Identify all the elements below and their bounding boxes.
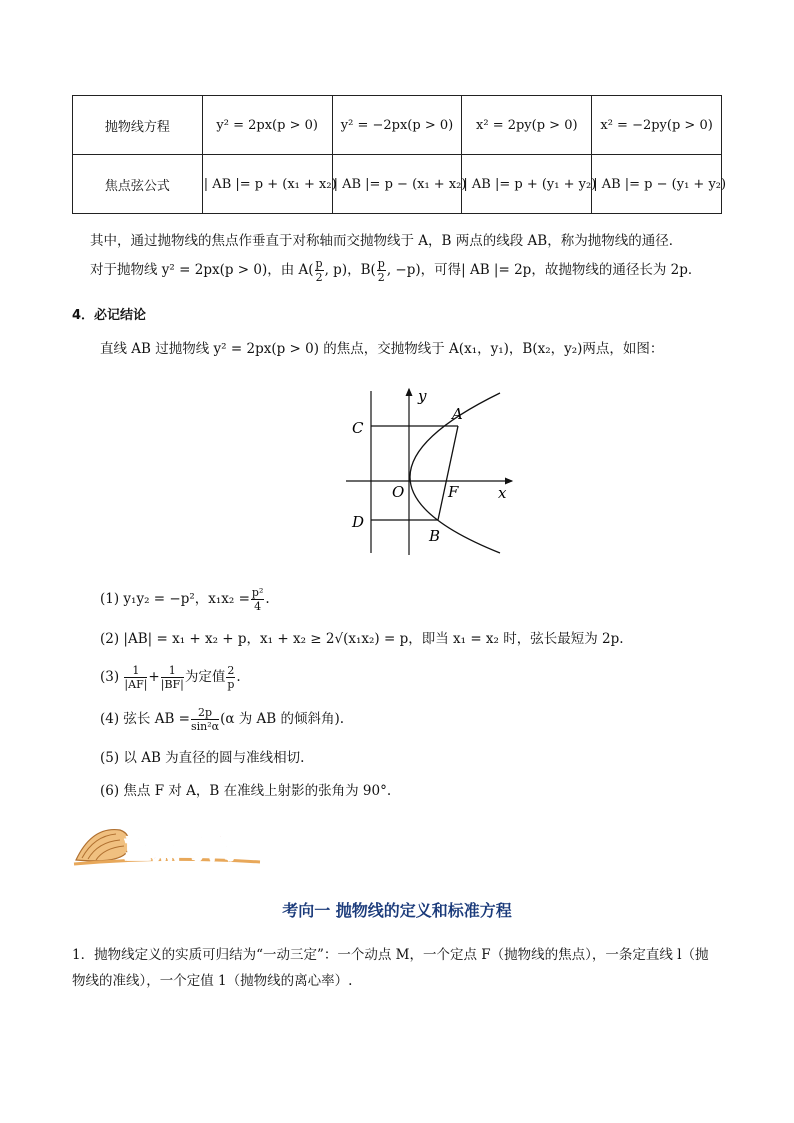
conclusion-4 — [100, 707, 344, 732]
label-A: A — [452, 405, 463, 423]
fraction-num: 1 — [124, 665, 147, 678]
text-segment: (α 为 AB 的倾斜角). — [220, 711, 345, 727]
fraction-2p-over-sin2a — [191, 707, 219, 732]
conclusion-2: (2) |AB| = x₁ + x₂ + p，x₁ + x₂ ≥ 2√(x₁x₂) = p，即当 x₁ = x₂ 时，弦长最短为 2p. — [100, 631, 624, 647]
fraction-den: p — [227, 678, 235, 691]
label-B: B — [429, 527, 441, 545]
label-y: y — [418, 387, 427, 405]
table-cell: | AB |= p + (x₁ + x₂) — [202, 155, 332, 214]
text-segment: 为定值 — [184, 669, 226, 685]
fraction-p2-over-4 — [251, 587, 264, 612]
badge-label: 重点考向 — [124, 834, 237, 864]
text-segment: . — [265, 591, 270, 607]
text-segment: (1) y₁y₂ = −p²，x₁x₂ = — [100, 591, 250, 607]
text-segment: (3) — [100, 669, 120, 685]
label-D: D — [352, 513, 365, 531]
label-x: x — [498, 484, 507, 502]
table-cell: | AB |= p − (y₁ + y₂) — [592, 155, 722, 214]
fraction-p-over-2 — [377, 258, 386, 283]
text-segment: (4) 弦长 AB = — [100, 711, 190, 727]
paragraph-line: 物线的准线），一个定值 1（抛物线的离心率）. — [72, 973, 353, 989]
fraction-den: |BF| — [160, 678, 184, 691]
table-cell: y² = 2px(p > 0) — [202, 96, 332, 155]
table-cell: | AB |= p + (y₁ + y₂) — [462, 155, 592, 214]
fraction-p-over-2 — [315, 258, 324, 283]
table-cell: y² = −2px(p > 0) — [332, 96, 462, 155]
table-row — [73, 155, 722, 214]
table-header-focal-chord: 焦点弦公式 — [73, 155, 203, 214]
text-segment: , p)，B( — [324, 262, 376, 278]
text-segment: 对于抛物线 y² = 2px(p > 0)，由 A( — [90, 262, 314, 278]
text-segment: + — [148, 669, 160, 685]
definition-paragraph — [72, 942, 727, 994]
paragraph-line: 1．抛物线定义的实质可归结为“一动三定”：一个动点 M，一个定点 F（抛物线的焦点），一条定直线 l（抛 — [72, 947, 709, 963]
fraction-den: |AF| — [124, 678, 148, 691]
fraction-den: 2 — [315, 271, 323, 284]
conclusion-1 — [100, 587, 270, 612]
label-F: F — [448, 483, 459, 501]
text-segment: . — [236, 669, 241, 685]
fraction-1-over-AF — [124, 665, 147, 690]
latus-rectum-definition: 其中，通过抛物线的焦点作垂直于对称轴而交抛物线于 A，B 两点的线段 AB，称为抛物线的通径． — [90, 233, 683, 249]
fraction-1-over-BF — [161, 665, 184, 690]
parabola-figure — [340, 383, 520, 558]
key-focus-badge — [72, 820, 262, 868]
fraction-den: sin²α — [190, 720, 220, 733]
fraction-num: p² — [251, 586, 264, 599]
text-segment: , −p)，可得| AB |= 2p，故抛物线的通径长为 2p． — [386, 262, 702, 278]
label-O: O — [392, 483, 405, 501]
fraction-num: 2p — [191, 707, 219, 720]
fraction-num: 1 — [161, 665, 184, 678]
table-cell: | AB |= p − (x₁ + x₂) — [332, 155, 462, 214]
fraction-num: p — [315, 257, 323, 270]
fraction-num: 2 — [227, 664, 235, 677]
latus-rectum-calculation — [90, 258, 701, 283]
section-title: 考向一 抛物线的定义和标准方程 — [282, 901, 512, 920]
conclusion-6: (6) 焦点 F 对 A，B 在准线上射影的张角为 90°. — [100, 783, 392, 799]
label-C: C — [352, 419, 364, 437]
table-row — [73, 96, 722, 155]
fraction-2-over-p — [226, 665, 235, 690]
focal-chord-AB — [438, 426, 458, 520]
table-cell: x² = 2py(p > 0) — [462, 96, 592, 155]
fraction-den: 2 — [377, 271, 385, 284]
fraction-num: p — [377, 257, 385, 270]
conclusion-3 — [100, 665, 241, 690]
conclusion-5: (5) 以 AB 为直径的圆与准线相切. — [100, 750, 305, 766]
focal-chord-table — [72, 95, 727, 214]
section-intro: 直线 AB 过抛物线 y² = 2px(p > 0) 的焦点，交抛物线于 A(x₁，y₁)，B(x₂，y₂)两点，如图： — [100, 341, 664, 357]
fraction-den: 4 — [254, 600, 262, 613]
section-heading: 4．必记结论 — [72, 308, 147, 323]
table-header-equation: 抛物线方程 — [73, 96, 203, 155]
table-cell: x² = −2py(p > 0) — [592, 96, 722, 155]
